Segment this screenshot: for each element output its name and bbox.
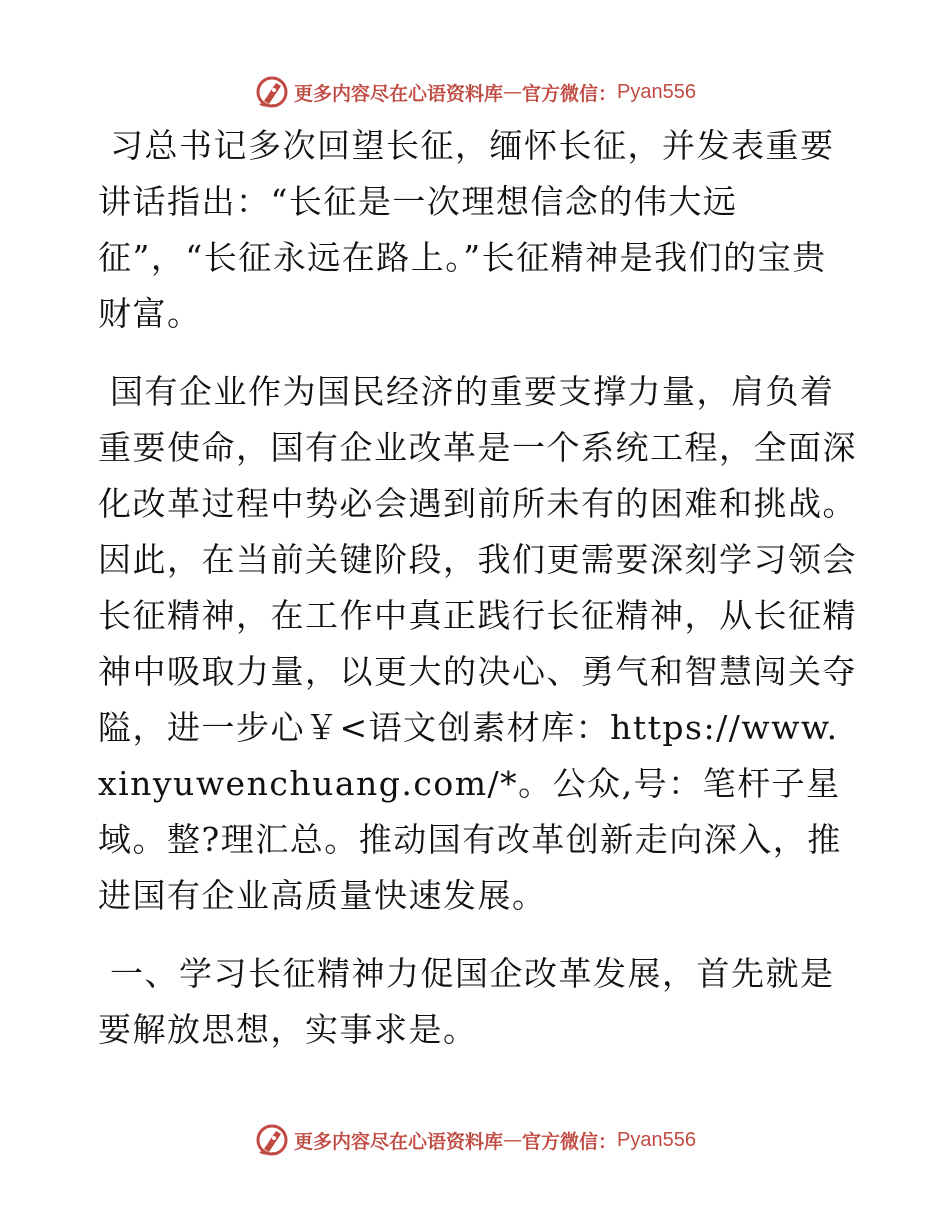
header-banner [0,72,950,112]
pen-nib-logo-icon [254,1122,290,1158]
paragraph-soe-reform: 国有企业作为国民经济的重要支撑力量，肩负着重要使命，国有企业改革是一个系统工程，全面深化改革过程中势必会遇到前所未有的困难和挑战。因此，在当前关键阶段，我们更需要深刻学习领会长征精神，在工作中真正践行长征精神，从长征精神中吸取力量，以更大的决心、勇气和智慧闯关夺隘，进一步心￥<语文创素材库：https://www.xinyuwenchuang.com/*。公众,号：笔杆子星域。整?理汇总。推动国有改革创新走向深入，推进国有企业高质量快速发展。 [98,372,857,915]
banner-separator: — [503,81,523,103]
pen-nib-logo-icon [254,74,290,110]
banner-wechat-label: 官方微信： [522,1130,618,1153]
banner-wechat-handle: Pyan556 [617,80,696,103]
paragraph-intro: 习总书记多次回望长征，缅怀长征，并发表重要讲话指出：“长征是一次理想信念的伟大远征”，“长征永远在路上。”长征精神是我们的宝贵财富。 [98,126,835,333]
banner-brand-text: 更多内容尽在心语资料库 [294,1130,504,1153]
paragraph-section-one: 一、学习长征精神力促国企改革发展，首先就是要解放思想，实事求是。 [98,954,835,1049]
banner-separator: — [503,1129,523,1151]
footer-banner [0,1120,950,1160]
document-body [98,118,858,1080]
banner-brand-text: 更多内容尽在心语资料库 [294,82,504,105]
banner-wechat-label: 官方微信： [522,82,618,105]
banner-wechat-handle: Pyan556 [617,1128,696,1151]
